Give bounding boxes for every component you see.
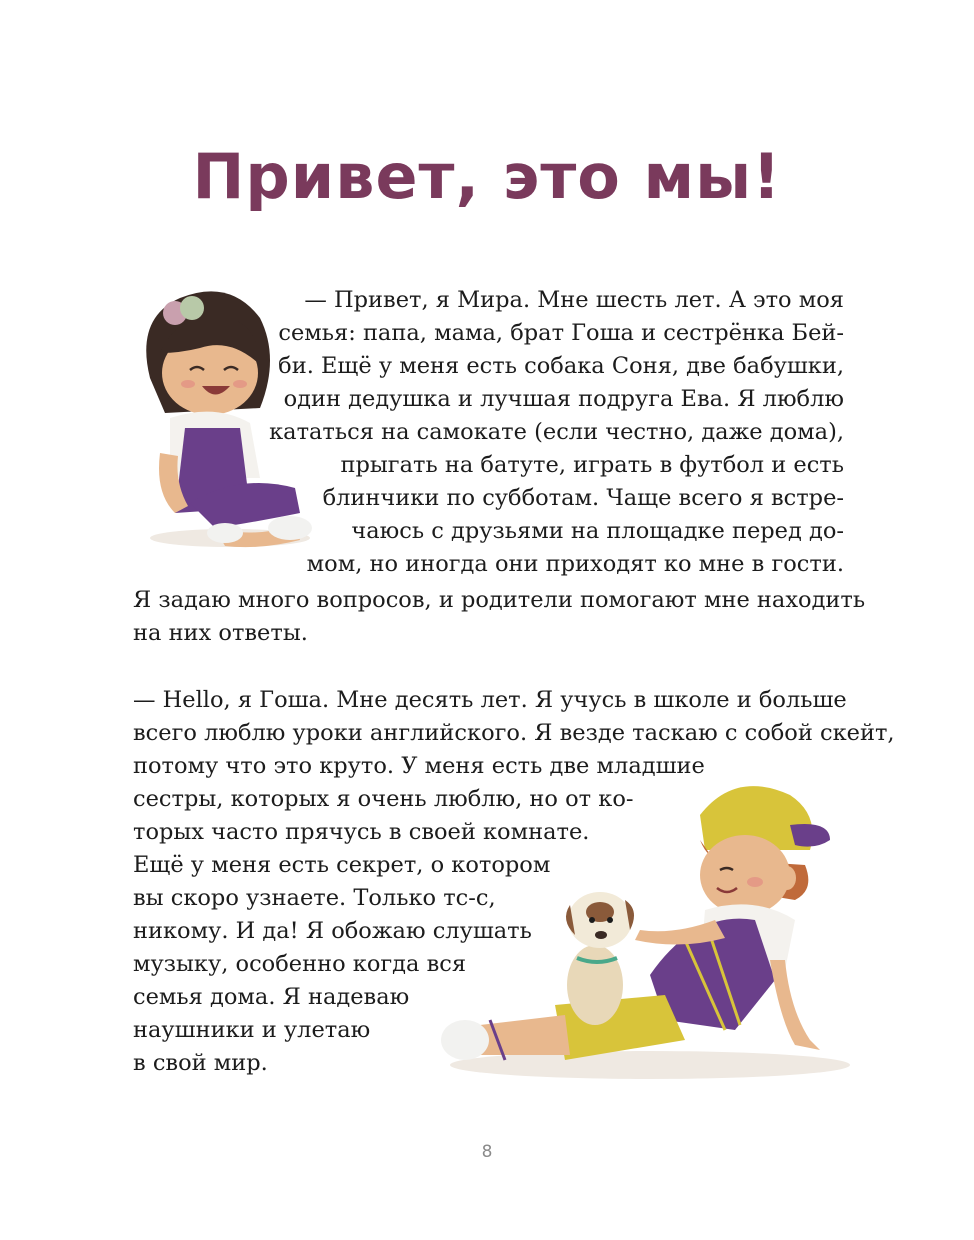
page-number: 8 [481, 1142, 493, 1162]
gosha-text-line: вы скоро узнаете. Только тс-с, [133, 885, 496, 911]
gosha-text-line: Ещё у меня есть секрет, о котором [133, 852, 551, 878]
mira-text-line: би. Ещё у меня есть собака Соня, две бабушки, [278, 353, 844, 379]
gosha-text-line: сестры, которых я очень люблю, но от ко- [133, 786, 634, 812]
mira-text-line: чаюсь с друзьями на площадке перед до- [351, 518, 844, 544]
gosha-text-line: торых часто прячусь в своей комнате. [133, 819, 590, 845]
mira-text-line: мом, но иногда они приходят ко мне в гости. [306, 551, 844, 577]
mira-text-line: — Привет, я Мира. Мне шесть лет. А это моя [304, 287, 844, 313]
gosha-text-line: в свой мир. [133, 1050, 268, 1076]
mira-text-line: кататься на самокате (если честно, даже дома), [269, 419, 844, 445]
mira-text-line: семья: папа, мама, брат Гоша и сестрёнка Бей- [278, 320, 844, 346]
gosha-text-line: потому что это круто. У меня есть две младшие [133, 753, 705, 779]
gosha-text-line: — Hello, я Гоша. Мне десять лет. Я учусь в школе и больше [133, 687, 847, 713]
gosha-text-line: музыку, особенно когда вся [133, 951, 467, 977]
gosha-text-line: никому. И да! Я обожаю слушать [133, 918, 532, 944]
page-title: Привет, это мы! [192, 140, 782, 213]
gosha-text-line: наушники и улетаю [133, 1017, 371, 1043]
mira-text-line: прыгать на батуте, играть в футбол и есть [340, 452, 844, 478]
gosha-text-line: всего люблю уроки английского. Я везде таскаю с собой скейт, [133, 720, 895, 746]
gosha-illustration [435, 770, 850, 1085]
mira-text-line: Я задаю много вопросов, и родители помогают мне находить [133, 587, 866, 613]
gosha-text-line: семья дома. Я надеваю [133, 984, 410, 1010]
mira-text-line: блинчики по субботам. Чаще всего я встре- [322, 485, 844, 511]
mira-text-line: на них ответы. [133, 620, 308, 646]
mira-text-line: один дедушка и лучшая подруга Ева. Я люблю [283, 386, 844, 412]
